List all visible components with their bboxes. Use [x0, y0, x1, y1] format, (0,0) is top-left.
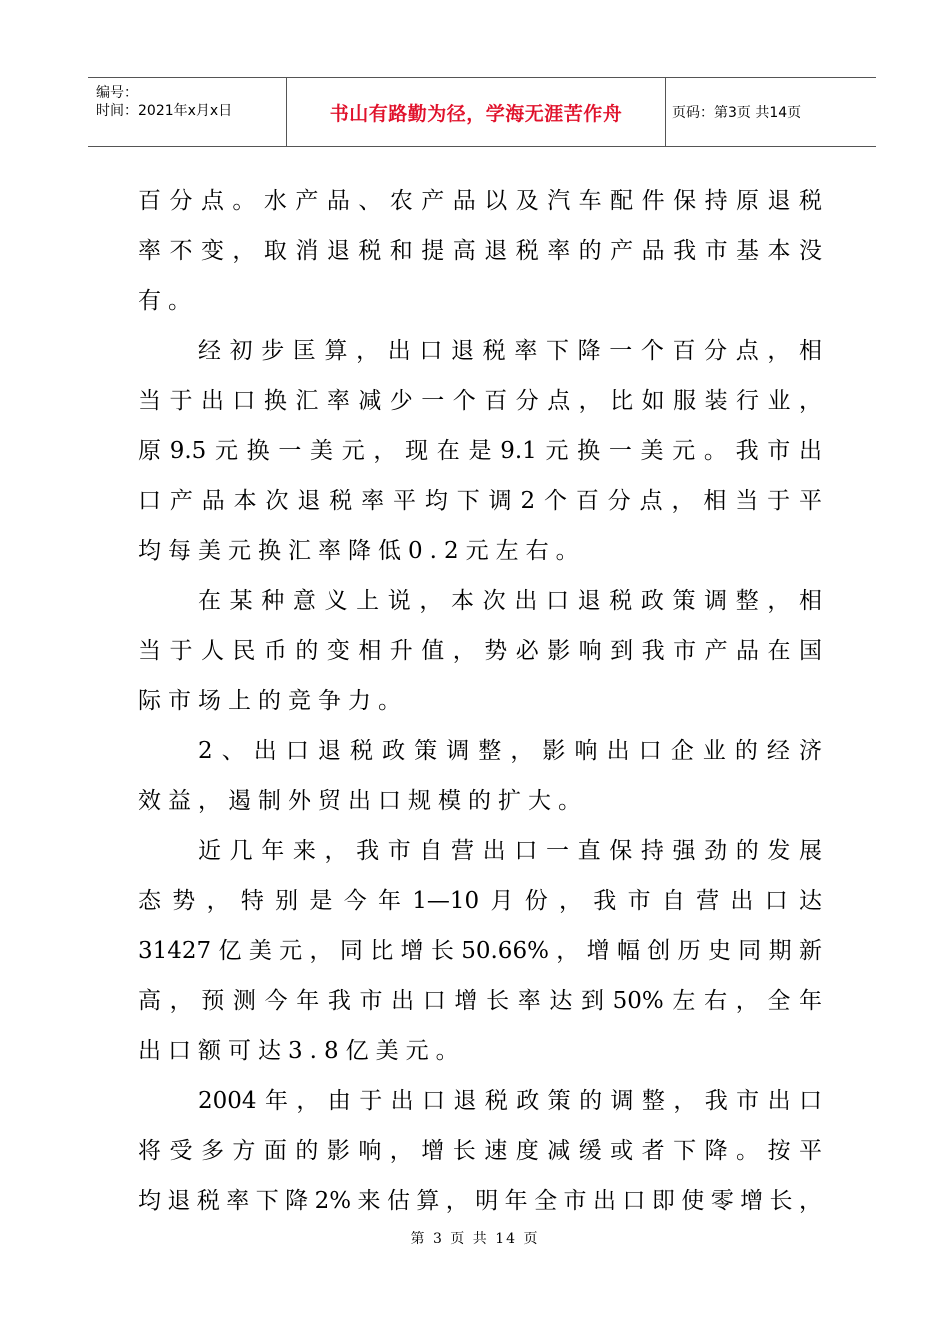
body-line: 口产品本次退税率平均下调2个百分点，相当于平 — [138, 488, 822, 514]
body-line: 均每美元换汇率降低0.2元左右。 — [138, 538, 586, 564]
body-line: 2、出口退税政策调整，影响出口企业的经济 — [198, 738, 822, 764]
body-line: 当于人民币的变相升值，势必影响到我市产品在国 — [138, 638, 822, 664]
document-number-label: 编号： — [96, 85, 138, 101]
header-meta — [88, 78, 288, 146]
body-line: 31427亿美元，同比增长50.66%，增幅创历史同期新 — [138, 938, 822, 964]
page-footer: 第 3 页 共 14 页 — [410, 1231, 540, 1247]
document-time-label: 时间：2021年x月x日 — [96, 103, 233, 119]
body-line: 际市场上的竞争力。 — [138, 688, 408, 714]
body-line: 效益，遏制外贸出口规模的扩大。 — [138, 788, 588, 814]
body-line: 均退税率下降2%来估算，明年全市出口即使零增长， — [138, 1188, 822, 1214]
page-header — [88, 77, 876, 147]
body-line: 出口额可达3.8亿美元。 — [138, 1038, 466, 1064]
header-page-label — [672, 78, 876, 146]
body-line: 近几年来，我市自营出口一直保持强劲的发展 — [198, 838, 822, 864]
body-line: 原9.5元换一美元，现在是9.1元换一美元。我市出 — [138, 438, 822, 464]
body-line: 在某种意义上说，本次出口退税政策调整，相 — [198, 588, 822, 614]
header-motto: 书山有路勤为径，学海无涯苦作舟 — [286, 78, 666, 146]
body-line: 百分点。水产品、农产品以及汽车配件保持原退税 — [138, 188, 822, 214]
body-line: 经初步匡算，出口退税率下降一个百分点，相 — [198, 338, 822, 364]
body-line: 率不变，取消退税和提高退税率的产品我市基本没 — [138, 238, 822, 264]
body-line: 高，预测今年我市出口增长率达到50%左右，全年 — [138, 988, 822, 1014]
body-line: 2004年，由于出口退税政策的调整，我市出口 — [198, 1088, 822, 1114]
page-number-text: 页码：第3页 共14页 — [672, 105, 802, 121]
body-line: 有。 — [138, 288, 198, 314]
body-line: 态势，特别是今年1—10月份，我市自营出口达 — [138, 888, 822, 914]
body-line: 当于出口换汇率减少一个百分点，比如服装行业， — [138, 388, 822, 414]
body-line: 将受多方面的影响，增长速度减缓或者下降。按平 — [138, 1138, 822, 1164]
